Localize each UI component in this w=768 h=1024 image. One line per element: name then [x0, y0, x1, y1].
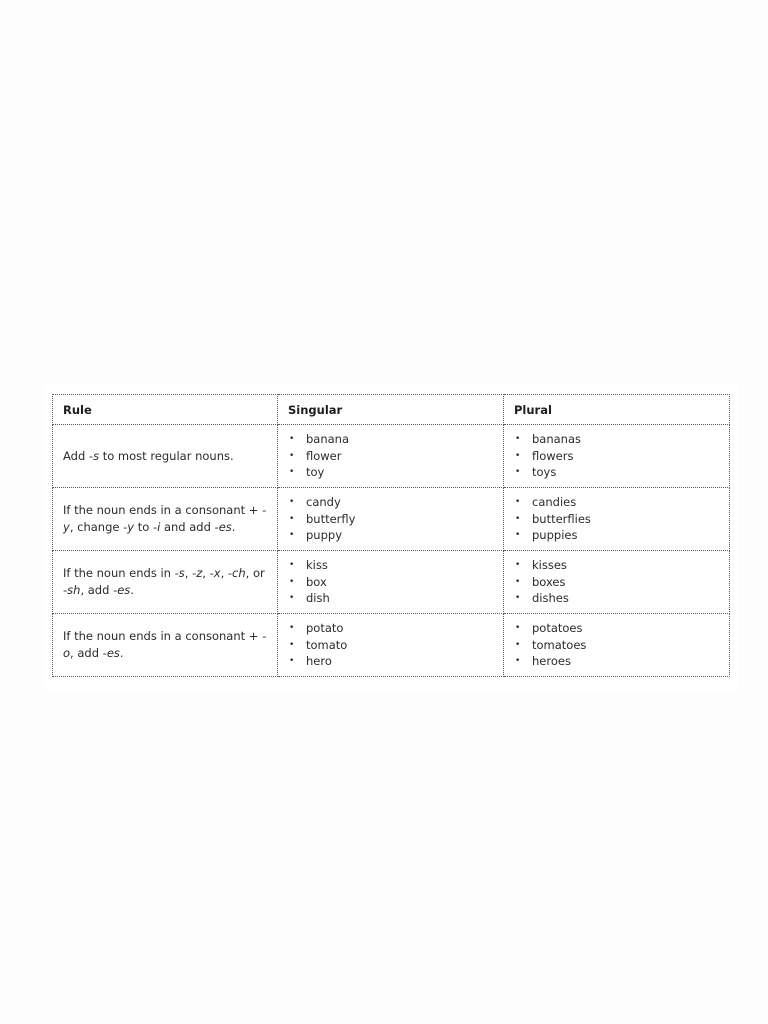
singular-word: • dish [288, 590, 493, 607]
singular-cell [278, 425, 504, 488]
singular-cell [278, 614, 504, 677]
rule-text-fragment: If the noun ends in [63, 566, 175, 580]
singular-word: • box [288, 574, 493, 591]
plural-word: • puppies [514, 527, 719, 544]
rule-suffix: -x [209, 566, 221, 580]
rule-text-fragment: to most regular nouns. [99, 448, 234, 463]
rule-suffix: -o [63, 629, 267, 660]
singular-word-list [288, 620, 493, 670]
rule-suffix: -sh [63, 583, 81, 597]
table-row [53, 488, 730, 551]
table-row [53, 614, 730, 677]
rule-suffix: -y [63, 503, 267, 534]
plural-word: • dishes [514, 590, 719, 607]
plural-word: • flowers [514, 448, 719, 465]
rule-text-fragment: to [134, 520, 153, 534]
rule-suffix: -y [123, 520, 135, 534]
singular-word: • toy [288, 464, 493, 481]
plural-word: • heroes [514, 653, 719, 670]
rule-cell [53, 488, 278, 551]
table-header-row [53, 395, 730, 425]
singular-word: • kiss [288, 557, 493, 574]
plural-cell [504, 425, 730, 488]
singular-cell [278, 551, 504, 614]
plural-word: • boxes [514, 574, 719, 591]
rule-text-fragment: and add [160, 520, 215, 534]
plural-cell [504, 488, 730, 551]
singular-word: • candy [288, 494, 493, 511]
rule-suffix: -z [192, 566, 203, 580]
singular-word: • flower [288, 448, 493, 465]
singular-word-list [288, 431, 493, 481]
rule-text-fragment: , [220, 566, 228, 580]
singular-word: • potato [288, 620, 493, 637]
rule-suffix: -ch [227, 566, 246, 580]
rule-suffix: -es [113, 583, 131, 597]
singular-word: • butterfly [288, 511, 493, 528]
rule-cell [53, 425, 278, 488]
rule-suffix: -es [214, 520, 232, 534]
table-body [53, 425, 730, 677]
rule-suffix: -s [174, 566, 185, 580]
rule-cell [53, 614, 278, 677]
plural-word: • toys [514, 464, 719, 481]
rule-cell [53, 551, 278, 614]
header-singular: Singular [278, 395, 504, 425]
plural-cell [504, 614, 730, 677]
plural-word: • tomatoes [514, 637, 719, 654]
table-row [53, 551, 730, 614]
rule-text-fragment: . [119, 646, 124, 660]
rule-text-fragment: If the noun ends in a consonant + [63, 629, 263, 643]
rule-text-fragment: , [202, 566, 210, 580]
table-row [53, 425, 730, 488]
rule-text-fragment: Add [63, 448, 89, 463]
singular-word-list [288, 557, 493, 607]
rule-suffix: -s [88, 448, 100, 463]
plural-rules-table [52, 394, 730, 677]
rule-text-fragment: If the noun ends in a consonant + [63, 503, 263, 517]
plural-cell [504, 551, 730, 614]
plural-word-list [514, 431, 719, 481]
plural-word: • bananas [514, 431, 719, 448]
rule-suffix: -i [152, 520, 161, 534]
singular-cell [278, 488, 504, 551]
header-rule: Rule [53, 395, 278, 425]
plural-word-list [514, 494, 719, 544]
plural-word-list [514, 557, 719, 607]
rule-text-fragment: . [231, 520, 236, 534]
plural-word: • kisses [514, 557, 719, 574]
singular-word: • tomato [288, 637, 493, 654]
plural-word-list [514, 620, 719, 670]
singular-word: • puppy [288, 527, 493, 544]
rule-suffix: -es [102, 646, 120, 660]
rule-text-fragment: , [184, 566, 193, 580]
rule-text-fragment: . [130, 583, 134, 597]
rule-text-fragment: , add [80, 583, 114, 597]
document-page [44, 384, 738, 690]
singular-word: • banana [288, 431, 493, 448]
plural-word: • potatoes [514, 620, 719, 637]
header-plural: Plural [504, 395, 730, 425]
rule-text-fragment: , change [69, 520, 124, 534]
plural-word: • butterflies [514, 511, 719, 528]
singular-word-list [288, 494, 493, 544]
plural-word: • candies [514, 494, 719, 511]
singular-word: • hero [288, 653, 493, 670]
rule-text-fragment: , or [245, 566, 265, 580]
rule-text-fragment: , add [70, 646, 103, 660]
